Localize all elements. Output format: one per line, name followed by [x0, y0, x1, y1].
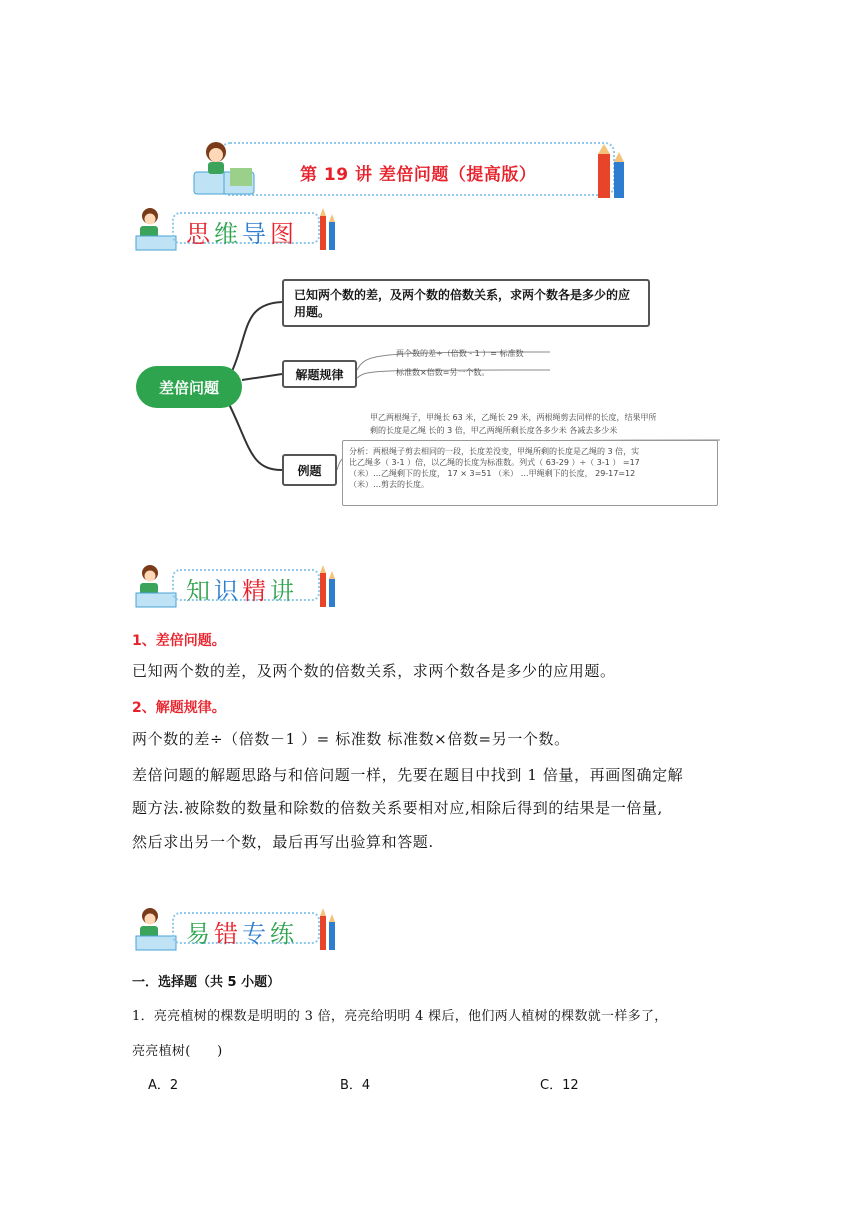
- lecture-title: 第 19 讲 差倍问题（提高版）: [300, 165, 537, 185]
- question-1-line-1: 1．亮亮植树的棵数是明明的 3 倍，亮亮给明明 4 棵后，他们两人植树的棵数就一样多了，: [132, 1009, 668, 1024]
- analysis-box: [342, 440, 718, 506]
- knowledge-paragraph-3b: 题方法.被除数的数量和除数的倍数关系要相对应,相除后得到的结果是一倍量,: [132, 799, 663, 817]
- option-b[interactable]: B．4: [340, 1078, 371, 1093]
- rule-node: 解题规律: [282, 360, 357, 388]
- lecture-title-banner: [190, 138, 630, 200]
- analysis-line-3: （米）…乙绳剩下的长度， 17 × 3=51 （米） …甲绳剩下的长度， 29-17=12: [349, 469, 636, 478]
- definition-box: 已知两个数的差，及两个数的倍数关系，求两个数各是多少的应用题。: [282, 279, 650, 327]
- option-a[interactable]: A．2: [148, 1078, 179, 1093]
- analysis-line-4: （米）…剪去的长度。: [349, 480, 429, 489]
- example-question-line-1: 甲乙两根绳子，甲绳长 63 米，乙绳长 29 米，两根绳剪去同样的长度，结果甲所: [370, 413, 657, 422]
- knowledge-paragraph-3c: 然后求出另一个数，最后再写出验算和答题.: [132, 833, 434, 851]
- knowledge-paragraph-1: 已知两个数的差，及两个数的倍数关系，求两个数各是多少的应用题。: [132, 662, 616, 680]
- option-c[interactable]: C．12: [540, 1078, 579, 1093]
- rule-line-2: 标准数×倍数=另一个数。: [396, 368, 490, 377]
- analysis-line-1: 分析：两根绳子剪去相同的一段，长度差没变，甲绳所剩的长度是乙绳的 3 倍，实: [349, 447, 640, 456]
- pencils-icon: [318, 208, 338, 252]
- section-header-knowledge: [132, 563, 338, 611]
- pencils-icon: [318, 565, 338, 609]
- section-title-practice: 易错专练: [186, 920, 298, 948]
- pencils-icon: [588, 144, 632, 200]
- girl-reading-illustration: [190, 138, 260, 200]
- knowledge-heading-2: 2、解题规律。: [132, 700, 226, 716]
- example-question-line-2: 剩的长度是乙绳 长的 3 倍，甲乙两绳所剩长度各多少米 各减去多少米: [370, 426, 618, 435]
- pencils-icon: [318, 908, 338, 952]
- analysis-line-2: 比乙绳多（ 3-1 ）倍，以乙绳的长度为标准数。列式（ 63-29 ）÷（ 3-1 ） =17: [349, 458, 640, 467]
- knowledge-paragraph-3a: 差倍问题的解题思路与和倍问题一样，先要在题目中找到 1 倍量，再画图确定解: [132, 766, 684, 784]
- question-1-line-2: 亮亮植树( ): [132, 1044, 223, 1059]
- section-header-mindmap: [132, 206, 338, 254]
- knowledge-paragraph-2: 两个数的差÷（倍数－1 ）= 标准数 标准数×倍数=另一个数。: [132, 730, 570, 748]
- section-title-knowledge: 知识精讲: [186, 577, 298, 605]
- section-header-practice: [132, 906, 338, 954]
- knowledge-heading-1: 1、差倍问题。: [132, 633, 226, 649]
- section-title-mindmap: 思维导图: [186, 220, 298, 248]
- mindmap: [130, 276, 730, 506]
- rule-line-1: 两个数的差÷（倍数 - 1 ）= 标准数: [396, 349, 524, 358]
- mindmap-central-node: 差倍问题: [136, 366, 242, 408]
- practice-section-title: 一．选择题（共 5 小题）: [132, 975, 281, 990]
- example-node: 例题: [282, 454, 337, 486]
